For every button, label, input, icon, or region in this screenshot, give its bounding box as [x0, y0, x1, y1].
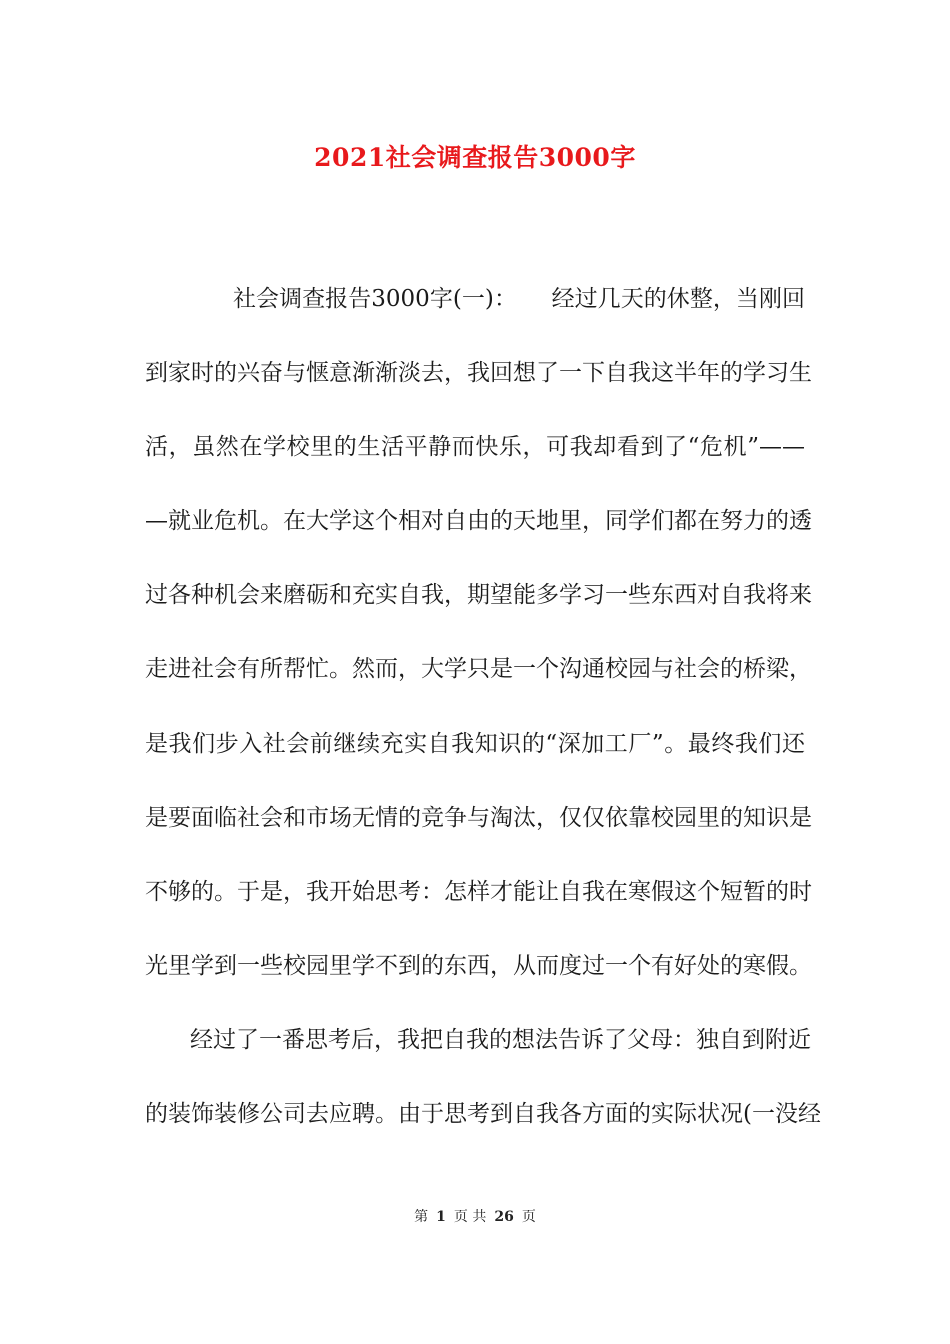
total-page-number: 26 [494, 1209, 514, 1225]
document-title: 2021社会调查报告3000字 [314, 143, 636, 172]
current-page-number: 1 [436, 1209, 446, 1225]
paragraph-line: 不够的。于是，我开始思考：怎样才能让自我在寒假这个短暂的时 [145, 879, 812, 905]
paragraph-line: 过各种机会来磨砺和充实自我，期望能多学习一些东西对自我将来 [145, 582, 812, 608]
paragraph-line: 经过了一番思考后，我把自我的想法告诉了父母：独自到附近 [190, 1027, 811, 1053]
footer-middle: 页 共 [453, 1209, 487, 1225]
paragraph-line: 到家时的兴奋与惬意渐渐淡去，我回想了一下自我这半年的学习生 [145, 360, 812, 386]
page-footer [0, 1206, 950, 1226]
paragraph-line: 的装饰装修公司去应聘。由于思考到自我各方面的实际状况(一没经 [145, 1101, 821, 1127]
paragraph-line: 光里学到一些校园里学不到的东西，从而度过一个有好处的寒假。 [145, 953, 812, 979]
paragraph-line: 是要面临社会和市场无情的竞争与淘汰，仅仅依靠校园里的知识是 [145, 805, 812, 831]
footer-suffix: 页 [521, 1209, 536, 1225]
footer-prefix: 第 [414, 1209, 429, 1225]
paragraph-line: 社会调查报告3000字(一)： 经过几天的休整，当刚回 [233, 286, 805, 312]
paragraph-line: —就业危机。在大学这个相对自由的天地里，同学们都在努力的透 [145, 508, 812, 534]
paragraph-line: 是我们步入社会前继续充实自我知识的“深加工厂”。最终我们还 [145, 731, 805, 757]
paragraph-line: 走进社会有所帮忙。然而，大学只是一个沟通校园与社会的桥梁， [145, 656, 812, 682]
paragraph-line: 活，虽然在学校里的生活平静而快乐，可我却看到了“危机”—— [145, 434, 805, 460]
